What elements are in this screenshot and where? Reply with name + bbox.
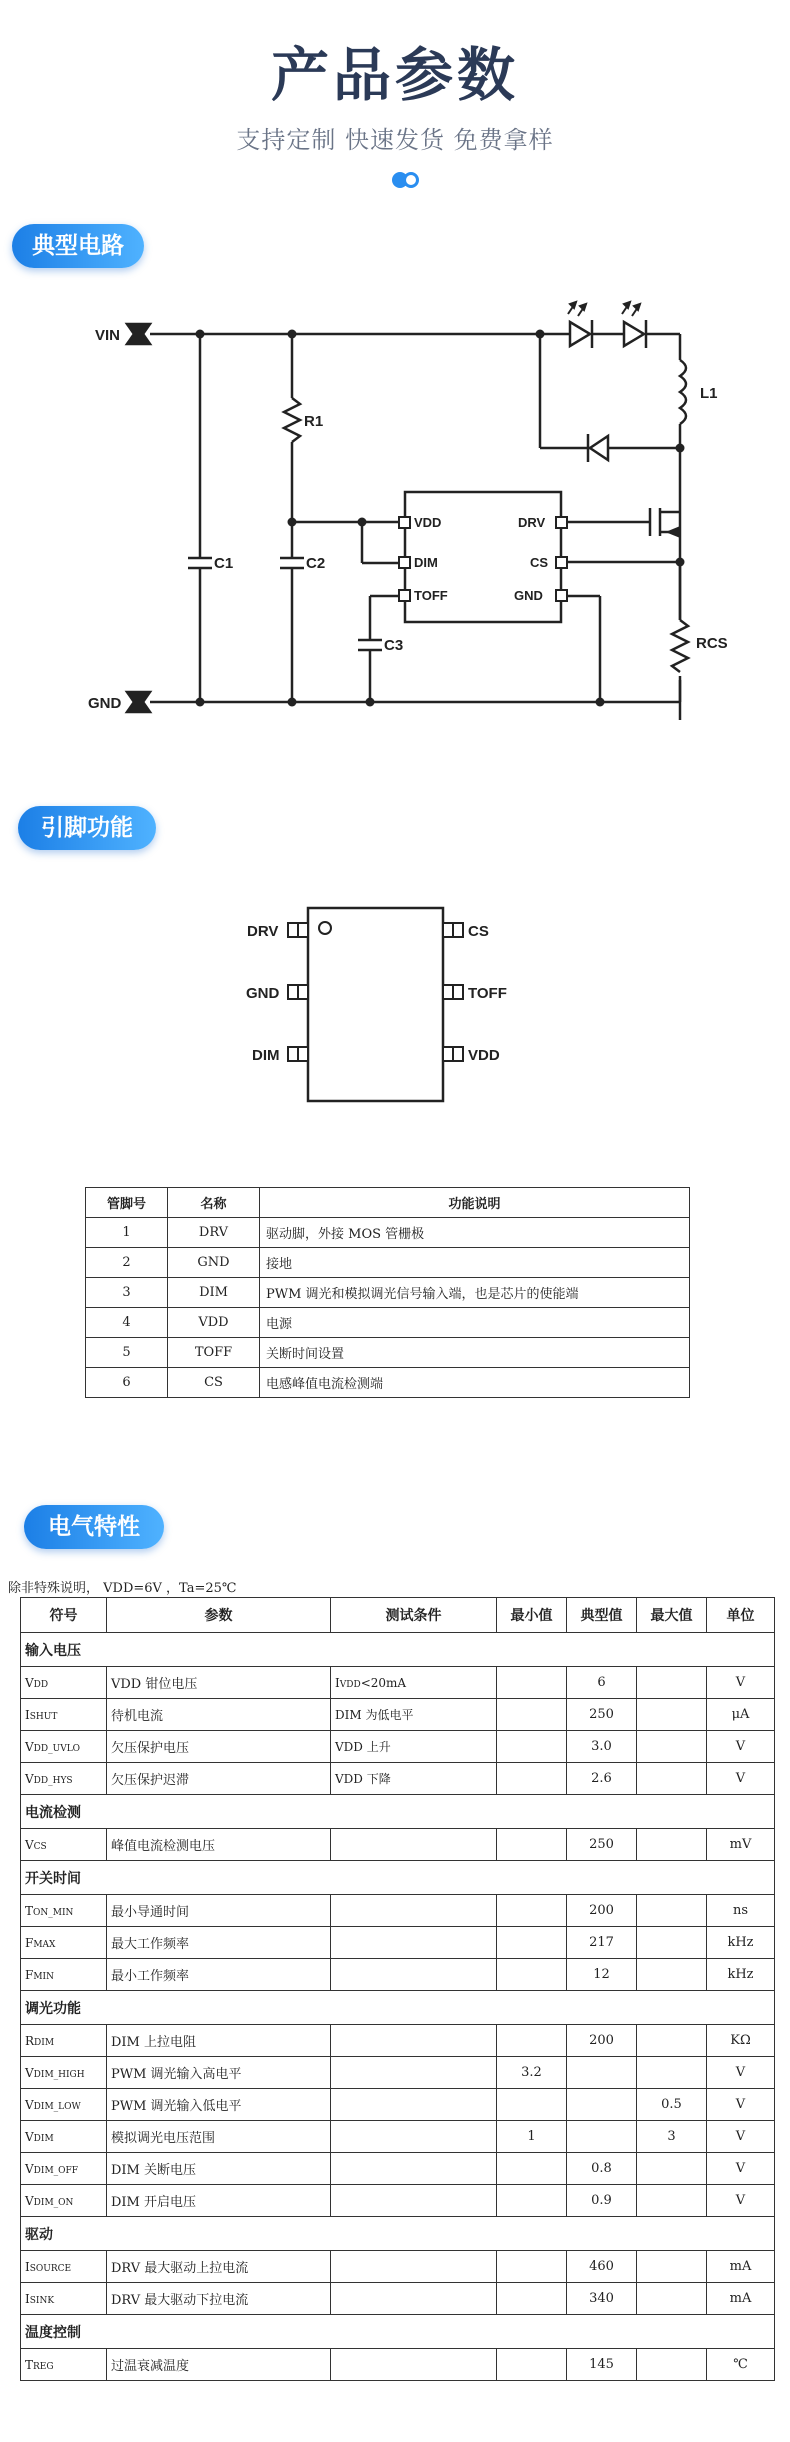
symbol-main: V — [25, 1771, 34, 1786]
cell-min — [497, 1895, 567, 1927]
section-row — [21, 2217, 775, 2251]
symbol-main: V — [25, 1675, 34, 1690]
label-gnd: GND — [88, 695, 122, 712]
cell-unit: mA — [707, 2283, 775, 2315]
cell-unit: ℃ — [707, 2349, 775, 2381]
symbol-sub: MIN — [33, 1971, 54, 1982]
cell-pin-no: 2 — [86, 1248, 168, 1278]
symbol-sub: DIM_ON — [33, 2197, 74, 2208]
pkg-pin-vdd: VDD — [468, 1047, 500, 1064]
cell-typ: 250 — [567, 1829, 637, 1861]
ic-pin-dim: DIM — [414, 555, 438, 570]
symbol-main: R — [25, 2033, 35, 2048]
cell-condition — [331, 1763, 497, 1795]
symbol-sub: DIM_LOW — [33, 2101, 81, 2112]
header-parameter: 参数 — [107, 1598, 331, 1633]
cell-condition — [331, 2025, 497, 2057]
table-header-row — [86, 1188, 690, 1218]
cell-min: 3.2 — [497, 2057, 567, 2089]
header-symbol: 符号 — [21, 1598, 107, 1633]
cell-unit: μA — [707, 1699, 775, 1731]
cell-unit: V — [707, 2185, 775, 2217]
cell-condition — [331, 2121, 497, 2153]
section-row — [21, 2315, 775, 2349]
cell-max — [637, 2283, 707, 2315]
cell-typ — [567, 2089, 637, 2121]
table-row — [21, 2349, 775, 2381]
label-l1: L1 — [700, 385, 718, 402]
table-row — [21, 2283, 775, 2315]
pkg-pin-drv: DRV — [247, 923, 279, 940]
symbol-sub: DD_HYS — [33, 1775, 73, 1786]
label-r1: R1 — [304, 413, 324, 430]
cell-unit: kHz — [707, 1959, 775, 1991]
header-unit: 单位 — [707, 1598, 775, 1633]
cell-max — [637, 1699, 707, 1731]
cell-parameter: DRV 最大驱动上拉电流 — [107, 2251, 331, 2283]
symbol-sub: CS — [33, 1841, 47, 1852]
cell-unit: KΩ — [707, 2025, 775, 2057]
cell-unit: V — [707, 1667, 775, 1699]
header-typ: 典型值 — [567, 1598, 637, 1633]
cell-pin-name: VDD — [168, 1308, 260, 1338]
cell-parameter: PWM 调光输入低电平 — [107, 2089, 331, 2121]
symbol-main: I — [25, 1707, 30, 1722]
table-row — [21, 1829, 775, 1861]
condition-cond: I — [335, 1675, 340, 1690]
table-row — [21, 1731, 775, 1763]
cell-unit: V — [707, 2089, 775, 2121]
cell-max — [637, 2349, 707, 2381]
table-row — [21, 2185, 775, 2217]
table-row — [86, 1248, 690, 1278]
section-title: 开关时间 — [21, 1861, 775, 1895]
symbol-main: T — [25, 2357, 34, 2372]
cell-typ: 0.8 — [567, 2153, 637, 2185]
cell-max: 3 — [637, 2121, 707, 2153]
cell-max — [637, 1667, 707, 1699]
table-row — [21, 2057, 775, 2089]
cell-symbol — [21, 2251, 107, 2283]
cell-min — [497, 2349, 567, 2381]
cell-min — [497, 1959, 567, 1991]
cell-typ: 460 — [567, 2251, 637, 2283]
electrical-characteristics-table — [20, 1597, 775, 2381]
section-pill-pins: 引脚功能 — [18, 806, 156, 850]
symbol-main: V — [25, 1739, 34, 1754]
ic-pin-drv: DRV — [518, 515, 546, 530]
cell-typ: 6 — [567, 1667, 637, 1699]
cell-typ: 3.0 — [567, 1731, 637, 1763]
table-row — [86, 1278, 690, 1308]
cell-parameter: 欠压保护电压 — [107, 1731, 331, 1763]
cell-unit: V — [707, 1731, 775, 1763]
cell-parameter: 过温衰减温度 — [107, 2349, 331, 2381]
label-c2: C2 — [306, 555, 326, 572]
header-name: 名称 — [168, 1188, 260, 1218]
header-condition: 测试条件 — [331, 1598, 497, 1633]
symbol-sub: SOURCE — [29, 2263, 72, 2274]
cell-pin-name: TOFF — [168, 1338, 260, 1368]
cell-parameter: 峰值电流检测电压 — [107, 1829, 331, 1861]
cell-max — [637, 2185, 707, 2217]
cell-pin-name: CS — [168, 1368, 260, 1398]
symbol-sub: DIM — [34, 2037, 55, 2048]
label-c1: C1 — [214, 555, 234, 572]
table-row — [86, 1338, 690, 1368]
symbol-sub: REG — [33, 2361, 54, 2372]
section-row — [21, 1991, 775, 2025]
symbol-main: V — [25, 2161, 34, 2176]
cell-symbol — [21, 1731, 107, 1763]
cell-pin-name: DRV — [168, 1218, 260, 1248]
condition-cond: DIM 为低电平 — [335, 1708, 414, 1722]
cell-max — [637, 2251, 707, 2283]
cell-parameter: VDD 钳位电压 — [107, 1667, 331, 1699]
section-row — [21, 1795, 775, 1829]
cell-unit: V — [707, 2057, 775, 2089]
cell-pin-desc: 电源 — [260, 1308, 690, 1338]
cell-parameter: 模拟调光电压范围 — [107, 2121, 331, 2153]
cell-unit: ns — [707, 1895, 775, 1927]
cell-symbol — [21, 1927, 107, 1959]
table-row — [21, 1895, 775, 1927]
table-row — [21, 1667, 775, 1699]
cell-symbol — [21, 1959, 107, 1991]
cell-parameter: 待机电流 — [107, 1699, 331, 1731]
section-title: 输入电压 — [21, 1633, 775, 1667]
table-row — [21, 1763, 775, 1795]
cell-symbol — [21, 2349, 107, 2381]
label-rcs: RCS — [696, 635, 728, 652]
ic-pin-gnd: GND — [514, 588, 543, 603]
cell-max — [637, 1763, 707, 1795]
cell-typ: 0.9 — [567, 2185, 637, 2217]
symbol-sub: DIM_HIGH — [33, 2069, 85, 2080]
cell-pin-desc: 电感峰值电流检测端 — [260, 1368, 690, 1398]
cell-condition — [331, 2057, 497, 2089]
pkg-pin-cs: CS — [468, 923, 489, 940]
cell-min — [497, 1699, 567, 1731]
decorative-dots — [392, 172, 422, 188]
cell-min — [497, 2251, 567, 2283]
header-function: 功能说明 — [260, 1188, 690, 1218]
table-row — [86, 1368, 690, 1398]
section-pill-electrical: 电气特性 — [24, 1505, 164, 1549]
cell-min — [497, 2153, 567, 2185]
cell-pin-no: 3 — [86, 1278, 168, 1308]
condition-cond-sub: VDD — [339, 1679, 361, 1690]
cell-max — [637, 2025, 707, 2057]
cell-min — [497, 2185, 567, 2217]
cell-max — [637, 1829, 707, 1861]
page-title: 产品参数 — [270, 41, 519, 109]
section-pill-circuit: 典型电路 — [12, 224, 144, 268]
condition-cond: VDD 下降 — [335, 1772, 391, 1786]
cell-typ: 12 — [567, 1959, 637, 1991]
cell-condition — [331, 2349, 497, 2381]
cell-symbol — [21, 2057, 107, 2089]
cell-symbol — [21, 1829, 107, 1861]
cell-pin-name: GND — [168, 1248, 260, 1278]
section-title: 电流检测 — [21, 1795, 775, 1829]
cell-min: 1 — [497, 2121, 567, 2153]
cell-parameter: 最大工作频率 — [107, 1927, 331, 1959]
symbol-main: I — [25, 2259, 30, 2274]
cell-typ — [567, 2121, 637, 2153]
cell-unit: mV — [707, 1829, 775, 1861]
cell-max — [637, 1895, 707, 1927]
section-title: 调光功能 — [21, 1991, 775, 2025]
table-row — [21, 1699, 775, 1731]
pkg-pin-dim: DIM — [252, 1047, 280, 1064]
symbol-main: V — [25, 2065, 34, 2080]
cell-unit: V — [707, 2121, 775, 2153]
cell-pin-no: 6 — [86, 1368, 168, 1398]
cell-typ: 340 — [567, 2283, 637, 2315]
pin-function-table — [85, 1187, 690, 1398]
electrical-table-body — [21, 1633, 775, 2381]
cell-min — [497, 1731, 567, 1763]
symbol-main: I — [25, 2291, 30, 2306]
symbol-main: V — [25, 1837, 34, 1852]
symbol-sub: MAX — [33, 1939, 56, 1950]
table-row — [21, 2251, 775, 2283]
header-pin-number: 管脚号 — [86, 1188, 168, 1218]
table-row — [21, 2121, 775, 2153]
cell-pin-desc: PWM 调光和模拟调光信号输入端，也是芯片的使能端 — [260, 1278, 690, 1308]
cell-min — [497, 2089, 567, 2121]
condition-cond-rest: <20mA — [360, 1675, 407, 1690]
ic-pin-toff: TOFF — [414, 588, 448, 603]
symbol-sub: ON_MIN — [33, 1907, 74, 1918]
cell-parameter: 欠压保护迟滞 — [107, 1763, 331, 1795]
cell-min — [497, 2025, 567, 2057]
cell-condition — [331, 2283, 497, 2315]
cell-parameter: DIM 上拉电阻 — [107, 2025, 331, 2057]
cell-typ: 217 — [567, 1927, 637, 1959]
cell-parameter: 最小工作频率 — [107, 1959, 331, 1991]
cell-symbol — [21, 1895, 107, 1927]
cell-typ: 145 — [567, 2349, 637, 2381]
cell-pin-desc: 驱动脚，外接 MOS 管栅极 — [260, 1218, 690, 1248]
cell-symbol — [21, 1699, 107, 1731]
cell-min — [497, 1667, 567, 1699]
cell-max — [637, 1731, 707, 1763]
table-row — [86, 1218, 690, 1248]
cell-pin-name: DIM — [168, 1278, 260, 1308]
symbol-main: T — [25, 1903, 34, 1918]
cell-max — [637, 2057, 707, 2089]
package-pinout-diagram — [230, 900, 560, 1120]
cell-unit: V — [707, 2153, 775, 2185]
symbol-main: F — [25, 1967, 34, 1982]
cell-pin-desc: 接地 — [260, 1248, 690, 1278]
cell-condition — [331, 2185, 497, 2217]
cell-parameter: DIM 关断电压 — [107, 2153, 331, 2185]
cell-max: 0.5 — [637, 2089, 707, 2121]
cell-unit: mA — [707, 2251, 775, 2283]
symbol-main: V — [25, 2193, 34, 2208]
section-title: 温度控制 — [21, 2315, 775, 2349]
cell-condition — [331, 2089, 497, 2121]
cell-pin-no: 1 — [86, 1218, 168, 1248]
cell-symbol — [21, 2153, 107, 2185]
table-row — [21, 1927, 775, 1959]
cell-parameter: DRV 最大驱动下拉电流 — [107, 2283, 331, 2315]
label-vin: VIN — [95, 327, 121, 344]
cell-max — [637, 1927, 707, 1959]
cell-condition — [331, 1895, 497, 1927]
symbol-sub: DIM_OFF — [33, 2165, 79, 2176]
symbol-main: V — [25, 2129, 34, 2144]
cell-unit: V — [707, 1763, 775, 1795]
cell-typ: 250 — [567, 1699, 637, 1731]
cell-pin-desc: 关断时间设置 — [260, 1338, 690, 1368]
section-row — [21, 1633, 775, 1667]
cell-parameter: DIM 开启电压 — [107, 2185, 331, 2217]
cell-condition — [331, 1667, 497, 1699]
header-max: 最大值 — [637, 1598, 707, 1633]
table-row — [86, 1308, 690, 1338]
cell-symbol — [21, 2121, 107, 2153]
ic-pin-vdd: VDD — [414, 515, 442, 530]
cell-typ: 200 — [567, 1895, 637, 1927]
cell-pin-no: 4 — [86, 1308, 168, 1338]
typical-circuit-diagram — [0, 280, 790, 720]
cell-max — [637, 1959, 707, 1991]
table-row — [21, 2025, 775, 2057]
table-row — [21, 2089, 775, 2121]
page-subtitle: 支持定制 快速发货 免费拿样 — [236, 126, 554, 154]
cell-typ: 2.6 — [567, 1763, 637, 1795]
table-row — [21, 1959, 775, 1991]
symbol-sub: DIM — [33, 2133, 54, 2144]
symbol-sub: DD — [33, 1679, 49, 1690]
pkg-pin-toff: TOFF — [468, 985, 507, 1002]
cell-pin-no: 5 — [86, 1338, 168, 1368]
cell-min — [497, 2283, 567, 2315]
cell-typ: 200 — [567, 2025, 637, 2057]
symbol-sub: SINK — [29, 2295, 55, 2306]
symbol-sub: SHUT — [29, 1711, 58, 1722]
cell-condition — [331, 2153, 497, 2185]
cell-symbol — [21, 1763, 107, 1795]
cell-condition — [331, 1959, 497, 1991]
cell-condition — [331, 1927, 497, 1959]
header-min: 最小值 — [497, 1598, 567, 1633]
symbol-main: F — [25, 1935, 34, 1950]
condition-cond: VDD 上升 — [335, 1740, 391, 1754]
cell-condition — [331, 2251, 497, 2283]
cell-symbol — [21, 2185, 107, 2217]
ic-pin-cs: CS — [530, 555, 549, 570]
dot-outline — [403, 172, 419, 188]
cell-symbol — [21, 2089, 107, 2121]
cell-unit: kHz — [707, 1927, 775, 1959]
label-c3: C3 — [384, 637, 404, 654]
section-row — [21, 1861, 775, 1895]
section-title: 驱动 — [21, 2217, 775, 2251]
cell-condition — [331, 1829, 497, 1861]
pkg-pin-gnd: GND — [246, 985, 280, 1002]
symbol-sub: DD_UVLO — [33, 1743, 81, 1754]
cell-parameter: 最小导通时间 — [107, 1895, 331, 1927]
cell-typ — [567, 2057, 637, 2089]
cell-max — [637, 2153, 707, 2185]
table-row — [21, 2153, 775, 2185]
cell-condition — [331, 1731, 497, 1763]
cell-parameter: PWM 调光输入高电平 — [107, 2057, 331, 2089]
cell-symbol — [21, 1667, 107, 1699]
cell-symbol — [21, 2283, 107, 2315]
cell-min — [497, 1763, 567, 1795]
table-header-row — [21, 1598, 775, 1633]
cell-min — [497, 1829, 567, 1861]
cell-condition — [331, 1699, 497, 1731]
cell-min — [497, 1927, 567, 1959]
test-conditions-note: 除非特殊说明， VDD=6V ，Ta=25℃ — [8, 1581, 237, 1596]
cell-symbol — [21, 2025, 107, 2057]
symbol-main: V — [25, 2097, 34, 2112]
